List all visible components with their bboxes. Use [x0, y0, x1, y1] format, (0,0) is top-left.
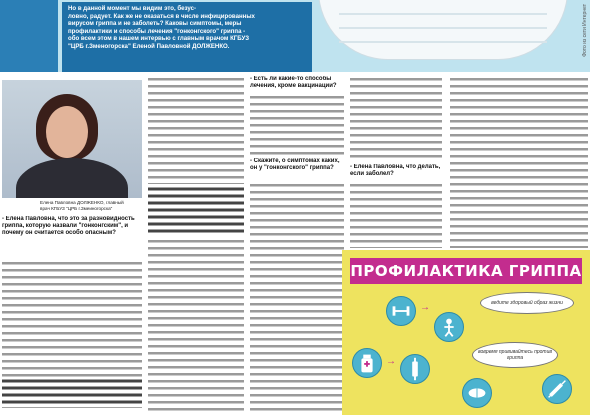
article-text-block	[148, 76, 244, 184]
question-heading: - Скажите, о симптомах каких, он у "гонконгского" гриппа?	[250, 158, 340, 171]
question-heading: - Есть ли какие-то способы лечения, кроме вакцинации?	[250, 76, 337, 89]
medical-mask-image	[318, 0, 568, 60]
intro-line: ловно, радует. Как же не оказаться в числе инфицированных	[68, 12, 255, 20]
intro-line: Но в данной момент мы видим это, безус-	[68, 5, 197, 12]
article-text-block	[2, 260, 142, 378]
caption-line: Елена Павловна ДОЛЖЕНКО, главный	[40, 200, 124, 205]
poster-tip-bubble: вовремя прививайтесь против гриппа	[472, 342, 558, 368]
vaccine-icon	[400, 354, 430, 384]
intro-text	[62, 2, 312, 72]
question-heading: - Елена Павловна, что делать, если заболел?	[350, 164, 441, 177]
article-text-block	[350, 182, 442, 248]
caption-line: врач КГБУЗ "ЦРБ г.Змеиногорска"	[40, 205, 113, 211]
intro-line: профилактики и способы лечения "гонконгского" гриппа -	[68, 27, 246, 35]
question-heading-block	[2, 378, 142, 408]
syringe-icon	[542, 374, 572, 404]
article-text-block	[450, 76, 588, 248]
article-text-block	[148, 238, 244, 413]
portrait-photo	[2, 80, 142, 198]
article-text-block	[350, 76, 442, 162]
tablet-icon	[462, 378, 492, 408]
banner	[0, 0, 590, 72]
sport-icon	[434, 312, 464, 342]
flu-prevention-poster: ПРОФИЛАКТИКА ГРИППА ведите здоровый образ жизни → → вовремя прививайтесь против гриппа	[342, 250, 590, 415]
medicine-bottle-icon	[352, 348, 382, 378]
article-text-block	[250, 182, 344, 413]
question-heading-block	[148, 186, 244, 236]
dumbbell-icon	[386, 296, 416, 326]
banner-accent	[0, 0, 58, 72]
poster-title: ПРОФИЛАКТИКА ГРИППА	[350, 258, 582, 284]
intro-line: "ЦРБ г.Зменогорска" Еленой Павловной ДОЛЖЕНКО.	[68, 42, 230, 50]
question-heading: - Елена Павловна, что это за разновидность гриппа, которую назвали "гонконгским", и почему он считается особо опасным?	[2, 216, 135, 236]
intro-line: обо всем этом в нашем интервью с главным врачом КГБУЗ	[68, 35, 250, 43]
article-text-block	[250, 94, 344, 156]
intro-line: вирусом гриппа и не заболеть? Каковы симптомы, меры	[68, 20, 242, 28]
photo-caption	[40, 200, 142, 212]
poster-tip-bubble: ведите здоровый образ жизни	[480, 292, 574, 314]
photo-credit: Фото из сети Интернет	[582, 4, 588, 57]
